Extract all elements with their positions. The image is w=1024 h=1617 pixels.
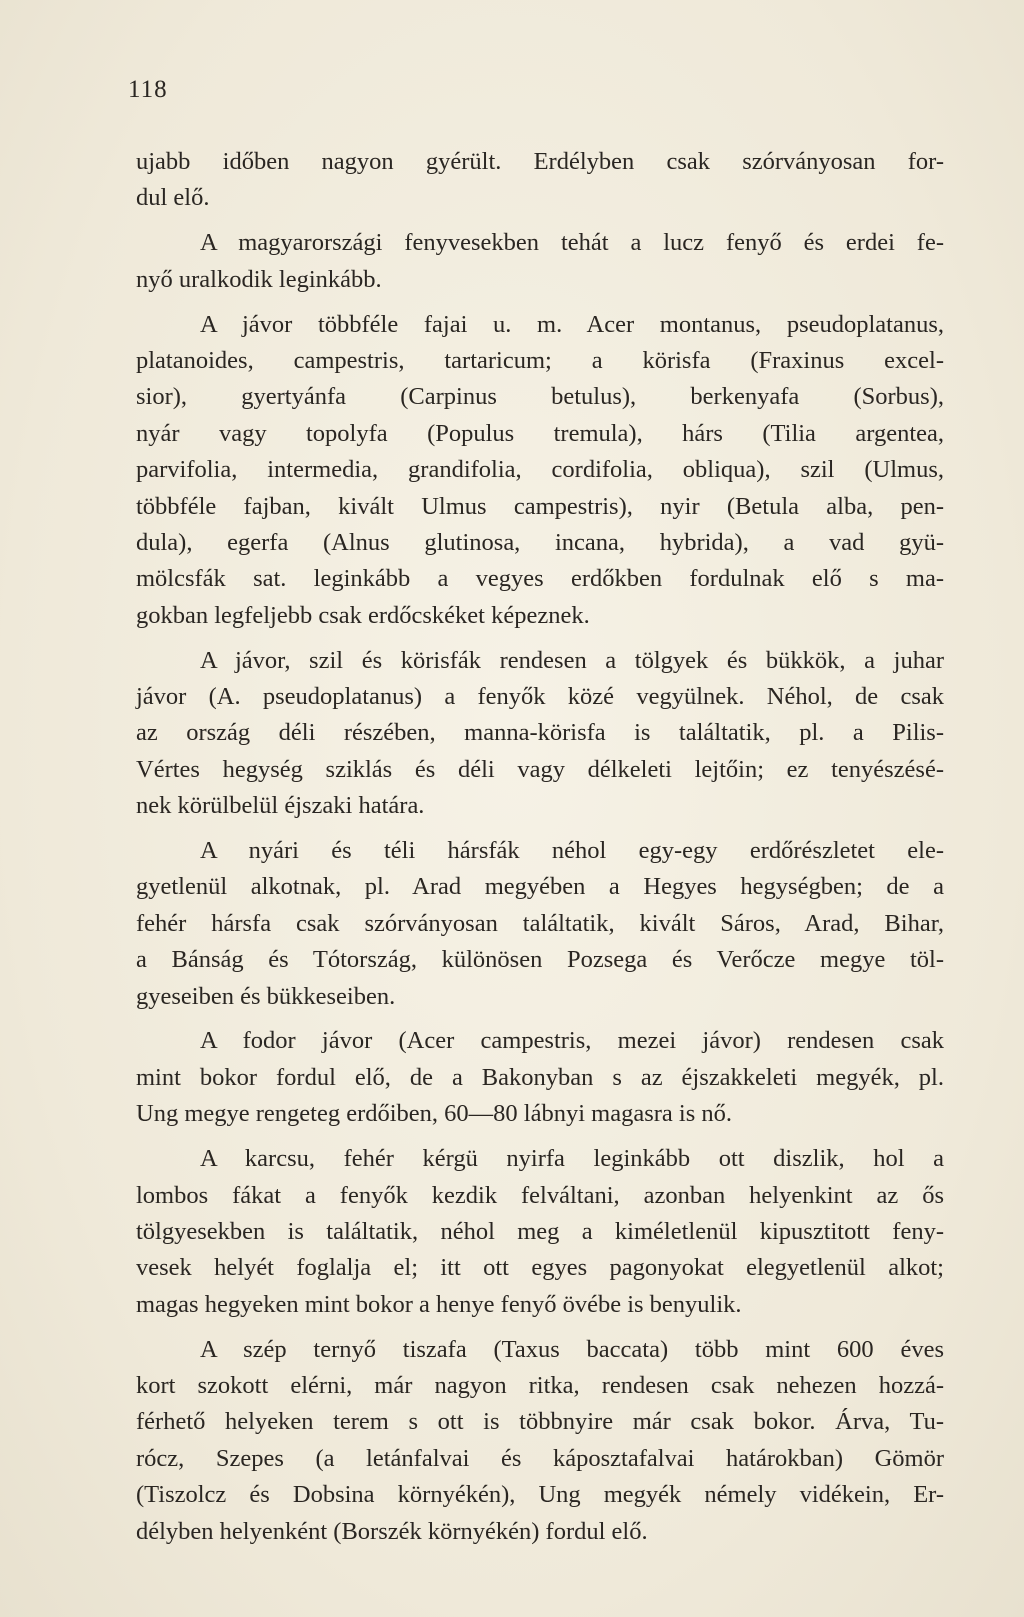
paragraph-gap bbox=[136, 217, 944, 226]
text-line: Vértes hegység sziklás és déli vagy délkeleti lejtőin; ez tenyészésé- bbox=[136, 755, 944, 783]
text-line: mint bokor fordul elő, de a Bakonyban s az éjszakkeleti megyék, pl. bbox=[136, 1063, 944, 1091]
text-line: az ország déli részében, manna-körisfa is találtatik, pl. a Pilis- bbox=[136, 719, 944, 747]
text-line: nyár vagy topolyfa (Populus tremula), hárs (Tilia argentea, bbox=[136, 419, 944, 447]
text-line: A magyarországi fenyvesekben tehát a lucz fenyő és erdei fe- bbox=[200, 229, 944, 257]
text-line: dula), egerfa (Alnus glutinosa, incana, hybrida), a vad gyü- bbox=[136, 528, 944, 556]
text-line: A szép ternyő tiszafa (Taxus baccata) több mint 600 éves bbox=[200, 1335, 944, 1363]
text-line: A karcsu, fehér kérgü nyirfa leginkább ott diszlik, hol a bbox=[200, 1145, 944, 1173]
text-line: lombos fákat a fenyők kezdik felváltani, azonban helyenkint az ős bbox=[136, 1181, 944, 1209]
text-line: parvifolia, intermedia, grandifolia, cordifolia, obliqua), szil (Ulmus, bbox=[136, 456, 944, 484]
text-line: kort szokott elérni, már nagyon ritka, rendesen csak nehezen hozzá- bbox=[136, 1372, 944, 1399]
text-line: sior), gyertyánfa (Carpinus betulus), berkenyafa (Sorbus), bbox=[136, 383, 944, 411]
text-line: Ung megye rengeteg erdőiben, 60—80 lábnyi magasra is nő. bbox=[136, 1100, 733, 1128]
text-line: fehér hársfa csak szórványosan találtatik, kivált Sáros, Arad, Bihar, bbox=[136, 909, 944, 937]
text-line: A jávor, szil és körisfák rendesen a tölgyek és bükkök, a juhar bbox=[200, 646, 944, 674]
text-line: a Bánság és Tótország, különösen Pozsega és Verőcze megye töl- bbox=[136, 946, 944, 974]
text-line: A nyári és téli hársfák néhol egy-egy erdőrészletet ele- bbox=[200, 837, 944, 865]
paragraph-gap bbox=[136, 1015, 944, 1024]
text-line: jávor (A. pseudoplatanus) a fenyők közé vegyülnek. Néhol, de csak bbox=[136, 682, 944, 710]
text-line: mölcsfák sat. leginkább a vegyes erdőkben fordulnak elő s ma- bbox=[136, 565, 944, 593]
text-line: gyeseiben és bükkeseiben. bbox=[136, 982, 396, 1010]
text-line: férhető helyeken terem s ott is többnyire már csak bokor. Árva, Tu- bbox=[136, 1408, 944, 1436]
paragraph-gap bbox=[136, 825, 944, 834]
text-line: A jávor többféle fajai u. m. Acer montanus, pseudoplatanus, bbox=[200, 310, 944, 338]
text-line: nyő uralkodik leginkább. bbox=[136, 265, 382, 293]
body-text bbox=[136, 144, 944, 1550]
paragraph-gap bbox=[136, 1133, 944, 1142]
text-line: magas hegyeken mint bokor a henye fenyő övébe is benyulik. bbox=[136, 1290, 742, 1318]
text-line: gyetlenül alkotnak, pl. Arad megyében a Hegyes hegységben; de a bbox=[136, 873, 944, 901]
text-line: ujabb időben nagyon gyérült. Erdélyben csak szórványosan for- bbox=[136, 148, 944, 175]
text-line: gokban legfeljebb csak erdőcskéket képeznek. bbox=[136, 601, 590, 629]
text-line: többféle fajban, kivált Ulmus campestris), nyir (Betula alba, pen- bbox=[136, 492, 944, 520]
text-line: platanoides, campestris, tartaricum; a körisfa (Fraxinus excel- bbox=[136, 346, 944, 374]
paragraph-gap bbox=[136, 634, 944, 643]
text-line: nek körülbelül éjszaki határa. bbox=[136, 792, 425, 820]
text-line: (Tiszolcz és Dobsina környékén), Ung megyék némely vidékein, Er- bbox=[136, 1481, 944, 1509]
text-line: dul elő. bbox=[136, 184, 210, 212]
text-line: rócz, Szepes (a letánfalvai és káposztafalvai határokban) Gömör bbox=[136, 1444, 944, 1472]
paragraph-gap bbox=[136, 298, 944, 307]
text-line: A fodor jávor (Acer campestris, mezei jávor) rendesen csak bbox=[200, 1027, 944, 1055]
text-line: délyben helyenként (Borszék környékén) fordul elő. bbox=[136, 1517, 648, 1545]
page-number: 118 bbox=[128, 76, 168, 103]
paragraph-gap bbox=[136, 1323, 944, 1332]
text-line: vesek helyét foglalja el; itt ott egyes pagonyokat elegyetlenül alkot; bbox=[136, 1254, 944, 1282]
text-line: tölgyesekben is találtatik, néhol meg a kiméletlenül kipusztitott feny- bbox=[136, 1217, 944, 1245]
